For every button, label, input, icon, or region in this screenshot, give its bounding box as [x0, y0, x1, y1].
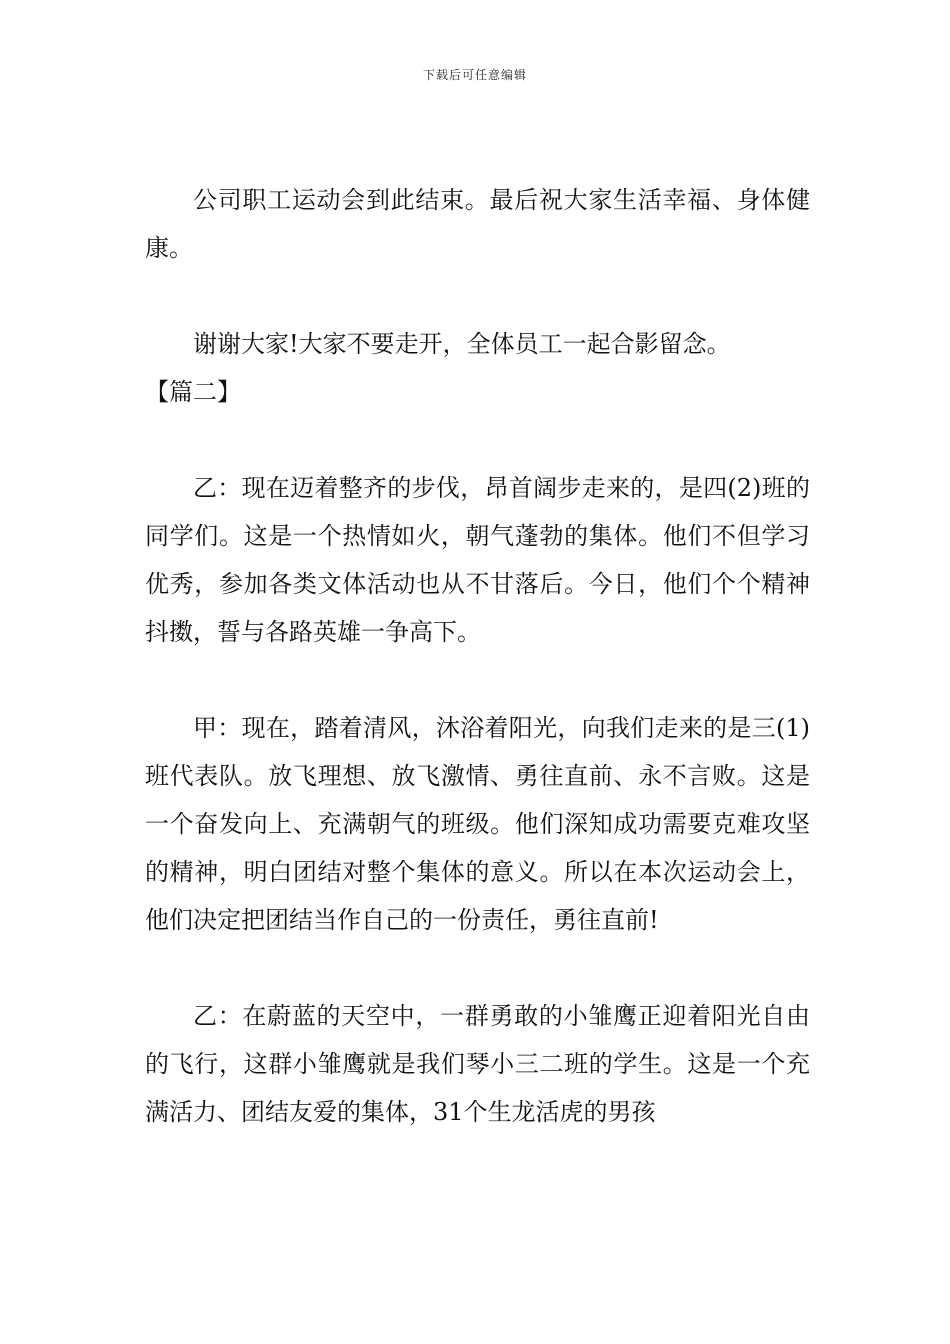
paragraph-class-4-2: 乙：现在迈着整齐的步伐，昂首阔步走来的，是四(2)班的同学们。这是一个热情如火，朝气蓬勃的集体。他们不但学习优秀，参加各类文体活动也从不甘落后。今日，他们个个精神抖擞，誓与各路英雄一争高下。 — [145, 474, 810, 646]
document-body — [145, 176, 810, 1136]
section-title: 【篇二】 — [145, 378, 241, 406]
paragraph-spacer — [145, 416, 810, 464]
paragraph-spacer — [145, 944, 810, 992]
paragraph-class-3-2: 乙：在蔚蓝的天空中，一群勇敢的小雏鹰正迎着阳光自由的飞行，这群小雏鹰就是我们琴小三二班的学生。这是一个充满活力、团结友爱的集体，31个生龙活虎的男孩 — [145, 1002, 810, 1126]
page-header: 下载后可任意编辑 — [422, 68, 527, 82]
paragraph-spacer — [145, 656, 810, 704]
paragraph-closing: 公司职工运动会到此结束。最后祝大家生活幸福、身体健康。 — [145, 186, 810, 262]
paragraph-class-3-1: 甲：现在，踏着清风，沐浴着阳光，向我们走来的是三(1)班代表队。放飞理想、放飞激情、勇往直前、永不言败。这是一个奋发向上、充满朝气的班级。他们深知成功需要克难攻坚的精神，明白团结对整个集体的意义。所以在本次运动会上，他们决定把团结当作自己的一份责任，勇往直前! — [145, 714, 810, 934]
paragraph-thanks: 谢谢大家!大家不要走开，全体员工一起合影留念。 — [193, 330, 731, 358]
paragraph-spacer — [145, 272, 810, 320]
